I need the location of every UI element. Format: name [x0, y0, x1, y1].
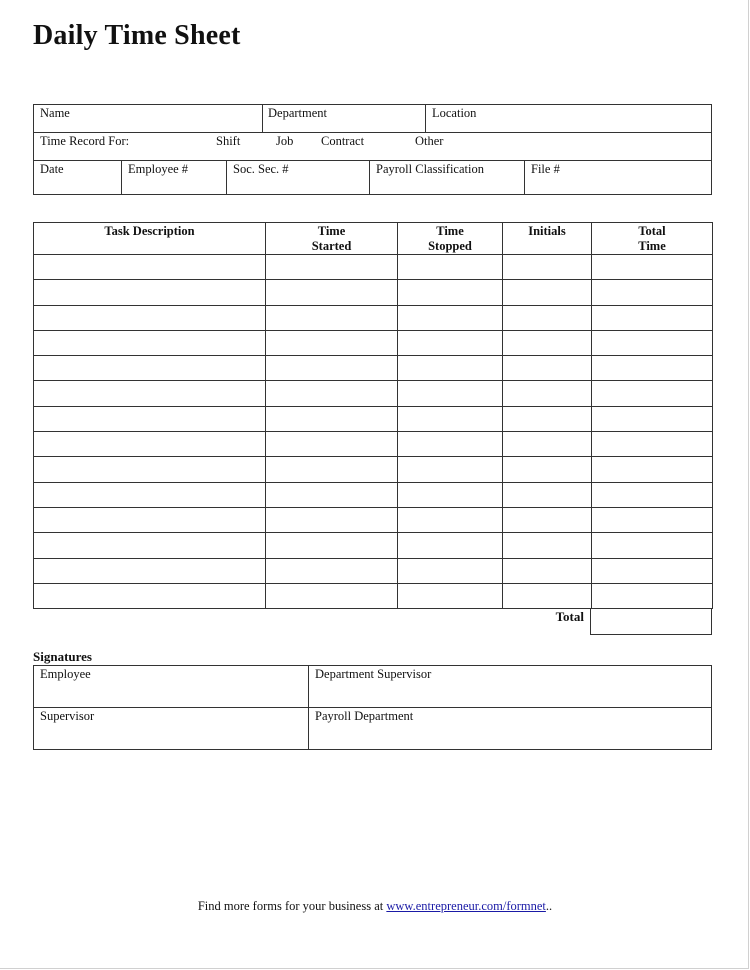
option-other[interactable]: Other	[415, 134, 444, 148]
table-row	[34, 558, 713, 583]
table-cell[interactable]	[503, 457, 592, 482]
table-cell[interactable]	[34, 305, 266, 330]
table-cell[interactable]	[592, 305, 713, 330]
footer-suffix: ..	[545, 899, 553, 913]
table-cell[interactable]	[266, 356, 398, 381]
table-cell[interactable]	[266, 381, 398, 406]
header-time-started: Time Started	[266, 223, 398, 255]
table-cell[interactable]	[592, 432, 713, 457]
table-row	[34, 583, 713, 608]
table-cell[interactable]	[592, 533, 713, 558]
table-cell[interactable]	[266, 507, 398, 532]
table-cell[interactable]	[398, 533, 503, 558]
table-row	[34, 356, 713, 381]
table-cell[interactable]	[266, 432, 398, 457]
employee-info-box	[33, 104, 712, 195]
table-cell[interactable]	[592, 280, 713, 305]
table-cell[interactable]	[503, 533, 592, 558]
table-cell[interactable]	[503, 255, 592, 280]
payroll-classification-field[interactable]: Payroll Classification	[376, 162, 484, 176]
soc-sec-field[interactable]: Soc. Sec. #	[233, 162, 289, 176]
table-cell[interactable]	[503, 558, 592, 583]
table-cell[interactable]	[503, 280, 592, 305]
supervisor-signature-field[interactable]: Supervisor	[40, 709, 95, 723]
table-cell[interactable]	[503, 356, 592, 381]
table-row	[34, 507, 713, 532]
option-job[interactable]: Job	[276, 134, 294, 148]
table-cell[interactable]	[398, 255, 503, 280]
table-header-row	[34, 223, 713, 255]
time-table	[33, 222, 713, 609]
table-cell[interactable]	[592, 482, 713, 507]
table-cell[interactable]	[266, 558, 398, 583]
table-cell[interactable]	[592, 330, 713, 355]
divider	[308, 665, 309, 750]
table-cell[interactable]	[503, 305, 592, 330]
table-cell[interactable]	[398, 356, 503, 381]
table-cell[interactable]	[34, 482, 266, 507]
table-cell[interactable]	[398, 406, 503, 431]
department-field[interactable]: Department	[268, 106, 328, 120]
table-row	[34, 432, 713, 457]
employee-number-field[interactable]: Employee #	[128, 162, 189, 176]
table-cell[interactable]	[266, 305, 398, 330]
table-cell[interactable]	[34, 533, 266, 558]
table-cell[interactable]	[592, 558, 713, 583]
table-cell[interactable]	[266, 533, 398, 558]
table-cell[interactable]	[34, 406, 266, 431]
table-cell[interactable]	[34, 381, 266, 406]
table-cell[interactable]	[34, 507, 266, 532]
signatures-title: Signatures	[33, 649, 92, 664]
footer	[0, 899, 750, 914]
footer-link[interactable]: www.entrepreneur.com/formnet	[386, 899, 546, 913]
table-cell[interactable]	[266, 280, 398, 305]
footer-text: Find more forms for your business at	[197, 899, 387, 913]
divider	[226, 160, 227, 195]
table-row	[34, 381, 713, 406]
table-cell[interactable]	[398, 507, 503, 532]
table-cell[interactable]	[34, 583, 266, 608]
table-row	[34, 255, 713, 280]
table-cell[interactable]	[398, 432, 503, 457]
table-cell[interactable]	[266, 457, 398, 482]
table-cell[interactable]	[592, 507, 713, 532]
table-cell[interactable]	[503, 482, 592, 507]
divider	[33, 160, 712, 161]
table-cell[interactable]	[266, 482, 398, 507]
page-title: Daily Time Sheet	[33, 20, 241, 51]
time-record-for-label: Time Record For:	[40, 134, 130, 148]
table-cell[interactable]	[503, 381, 592, 406]
header-initials: Initials	[503, 223, 592, 255]
divider	[33, 132, 712, 133]
payroll-department-signature-field[interactable]: Payroll Department	[315, 709, 414, 723]
table-cell[interactable]	[34, 330, 266, 355]
table-row	[34, 406, 713, 431]
table-cell[interactable]	[592, 583, 713, 608]
table-row	[34, 280, 713, 305]
header-task-description: Task Description	[34, 223, 266, 255]
department-supervisor-signature-field[interactable]: Department Supervisor	[315, 667, 432, 681]
table-row	[34, 330, 713, 355]
table-cell[interactable]	[592, 255, 713, 280]
table-cell[interactable]	[266, 255, 398, 280]
table-cell[interactable]	[266, 330, 398, 355]
date-field[interactable]: Date	[40, 162, 64, 176]
divider	[369, 160, 370, 195]
table-cell[interactable]	[503, 507, 592, 532]
table-cell[interactable]	[398, 330, 503, 355]
table-cell[interactable]	[34, 558, 266, 583]
table-cell[interactable]	[266, 583, 398, 608]
divider	[262, 104, 263, 132]
table-cell[interactable]	[592, 406, 713, 431]
table-row	[34, 305, 713, 330]
table-cell[interactable]	[398, 558, 503, 583]
divider	[121, 160, 122, 195]
divider	[425, 104, 426, 132]
table-cell[interactable]	[592, 381, 713, 406]
table-cell[interactable]	[34, 280, 266, 305]
table-cell[interactable]	[398, 457, 503, 482]
table-row	[34, 482, 713, 507]
table-cell[interactable]	[398, 583, 503, 608]
header-time-stopped: Time Stopped	[398, 223, 503, 255]
option-shift[interactable]: Shift	[216, 134, 241, 148]
option-contract[interactable]: Contract	[321, 134, 365, 148]
total-value-cell[interactable]	[590, 609, 712, 635]
table-cell[interactable]	[592, 457, 713, 482]
table-cell[interactable]	[592, 356, 713, 381]
total-label: Total	[555, 609, 584, 624]
table-cell[interactable]	[503, 583, 592, 608]
table-cell[interactable]	[266, 406, 398, 431]
table-cell[interactable]	[34, 255, 266, 280]
file-number-field[interactable]: File #	[531, 162, 560, 176]
table-cell[interactable]	[34, 356, 266, 381]
table-cell[interactable]	[34, 457, 266, 482]
table-cell[interactable]	[398, 280, 503, 305]
divider	[524, 160, 525, 195]
table-cell[interactable]	[503, 432, 592, 457]
table-cell[interactable]	[398, 305, 503, 330]
header-total-time: Total Time	[592, 223, 713, 255]
table-cell[interactable]	[503, 330, 592, 355]
divider	[33, 707, 712, 708]
table-row	[34, 533, 713, 558]
employee-signature-field[interactable]: Employee	[40, 667, 91, 681]
table-row	[34, 457, 713, 482]
table-cell[interactable]	[503, 406, 592, 431]
name-field[interactable]: Name	[40, 106, 70, 120]
table-cell[interactable]	[398, 482, 503, 507]
location-field[interactable]: Location	[432, 106, 477, 120]
table-cell[interactable]	[398, 381, 503, 406]
table-cell[interactable]	[34, 432, 266, 457]
